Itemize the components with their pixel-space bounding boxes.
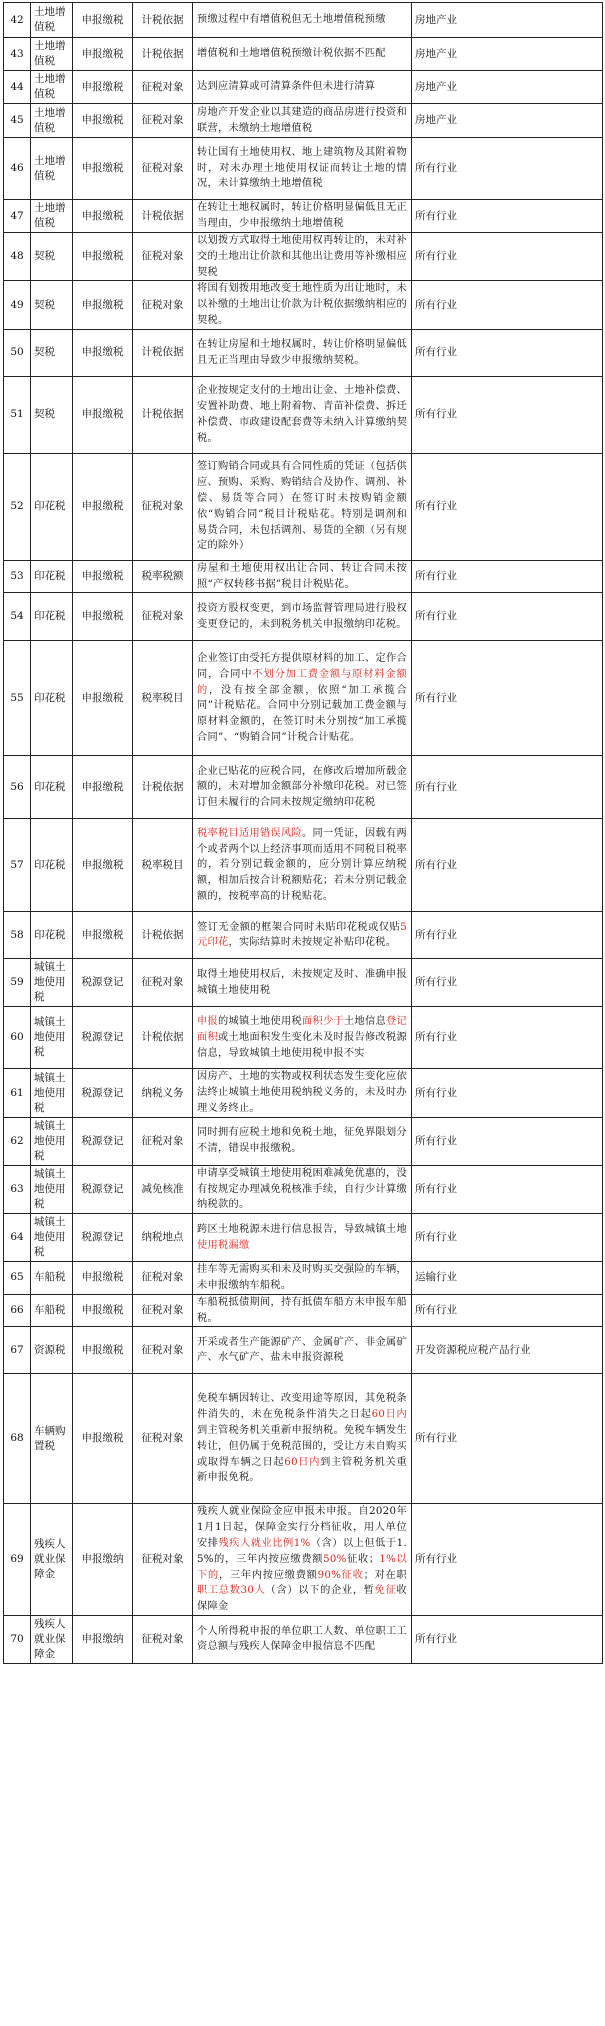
description-text: 到主管税务机关重新申报免税。	[197, 1456, 407, 1484]
risk-category-cell: 征税对象	[133, 138, 193, 200]
highlighted-text: 1%以下的	[197, 1553, 407, 1581]
risk-category-cell: 计税依据	[133, 376, 193, 453]
description-text: 以划拨方式取得土地使用权再转让的，未对补交的土地出让价款和其他出让费用等补缴相应契税	[197, 235, 407, 278]
description-text: 房屋和土地使用权出让合同、转让合同未按照“产权转移书据”税目计税贴花。	[197, 562, 407, 590]
risk-description-cell	[193, 1327, 412, 1374]
risk-description-cell	[193, 233, 412, 281]
description-text: 在转让土地权属时，转让价格明显偏低且无正当理由，少申报缴纳土地增值税	[197, 202, 407, 229]
industry-cell: 所有行业	[412, 756, 603, 819]
description-text: 。同一凭证，因载有两个或者两个以上经济事项而适用不同税目税率的，若分别记载金额的，应分别计算应纳税额，相加后按合计税额贴花；若未分别记载金额的，按税率高的计税贴花。	[197, 827, 408, 903]
risk-category-cell: 征税对象	[133, 453, 193, 560]
description-text: 到主管税务机关重新申报纳税。免税车辆发生转让，但仍属于免税范围的，受让方未自购买或取得车辆之日起	[197, 1425, 407, 1468]
row-number-cell: 42	[4, 3, 31, 38]
description-text: 挂车等无需购买和未及时购买交强险的车辆，未申报缴纳车船税。	[197, 1264, 407, 1291]
risk-description-cell	[193, 959, 412, 1007]
description-text: 签订无金额的框架合同时未贴印花税或仅贴	[197, 921, 401, 933]
industry-cell: 所有行业	[412, 1615, 603, 1663]
stage-cell: 税源登记	[73, 959, 133, 1007]
risk-description-cell	[193, 329, 412, 376]
table-row	[4, 138, 603, 200]
row-number-cell: 60	[4, 1007, 31, 1069]
risk-description-cell	[193, 281, 412, 329]
row-number-cell: 44	[4, 71, 31, 104]
industry-cell: 所有行业	[412, 233, 603, 281]
tax-type-cell: 契税	[31, 376, 73, 453]
stage-cell: 申报缴税	[73, 200, 133, 233]
stage-cell: 申报缴税	[73, 281, 133, 329]
description-text: 达到应清算或可清算条件但未进行清算	[197, 81, 376, 93]
industry-cell: 所有行业	[412, 560, 603, 593]
industry-cell: 所有行业	[412, 1374, 603, 1504]
risk-category-cell: 征税对象	[133, 1294, 193, 1327]
description-text: 预缴过程中有增值税但无土地增值税预缴	[197, 14, 386, 26]
row-number-cell: 49	[4, 281, 31, 329]
industry-cell: 所有行业	[412, 329, 603, 376]
description-text: （含）以上但低于1.5%的，三年内按应缴费额	[197, 1537, 407, 1565]
table-row	[4, 281, 603, 329]
tax-type-cell: 土地增值税	[31, 200, 73, 233]
description-text: 签订购销合同或具有合同性质的凭证（包括供应、预购、采购、购销结合及协作、调剂、补偿、易货等合同）在签订时未按购销金额依“购销合同”税目计税贴花。特别是调剂和易货合同，未包括调剂、易货的全额（另有规定的除外）	[197, 461, 407, 552]
risk-category-cell: 计税依据	[133, 200, 193, 233]
tax-type-cell: 残疾人就业保障金	[31, 1504, 73, 1616]
stage-cell: 申报缴税	[73, 1374, 133, 1504]
description-text: 免税车辆因转让、改变用途等原因，其免税条件消失的，未在免税条件消失之日起	[197, 1393, 407, 1421]
risk-category-cell: 征税对象	[133, 1504, 193, 1616]
description-text: 残疾人就业保险金应申报未申报。自2020年1月1日起，保障金实行分档征收，用人单位安排	[197, 1506, 407, 1549]
tax-type-cell: 城镇土地使用税	[31, 1117, 73, 1165]
row-number-cell: 58	[4, 912, 31, 959]
description-text: 个人所得税申报的单位职工人数、单位职工工资总额与残疾人保障金申报信息不匹配	[197, 1625, 407, 1653]
industry-cell: 所有行业	[412, 1117, 603, 1165]
description-text: 增值税和土地增值税预缴计税依据不匹配	[197, 48, 386, 60]
highlighted-text: 职工总数30人	[197, 1585, 266, 1597]
industry-cell: 房地产业	[412, 104, 603, 138]
row-number-cell: 61	[4, 1069, 31, 1117]
tax-type-cell: 城镇土地使用税	[31, 1069, 73, 1117]
row-number-cell: 59	[4, 959, 31, 1007]
stage-cell: 申报缴税	[73, 593, 133, 641]
tax-type-cell: 车船税	[31, 1294, 73, 1327]
tax-type-cell: 城镇土地使用税	[31, 959, 73, 1007]
risk-description-cell	[193, 756, 412, 819]
risk-category-cell: 征税对象	[133, 1262, 193, 1295]
table-row	[4, 641, 603, 756]
risk-description-cell	[193, 376, 412, 453]
stage-cell: 申报缴税	[73, 453, 133, 560]
stage-cell: 申报缴税	[73, 3, 133, 38]
risk-category-cell: 计税依据	[133, 756, 193, 819]
row-number-cell: 65	[4, 1262, 31, 1295]
risk-category-cell: 征税对象	[133, 281, 193, 329]
risk-category-cell: 征税对象	[133, 233, 193, 281]
stage-cell: 申报缴纳	[73, 1615, 133, 1663]
risk-category-cell: 纳税义务	[133, 1069, 193, 1117]
row-number-cell: 67	[4, 1327, 31, 1374]
industry-cell: 所有行业	[412, 1504, 603, 1616]
table-row	[4, 1165, 603, 1213]
industry-cell: 开发资源税应税产品行业	[412, 1327, 603, 1374]
description-text: 房地产开发企业以其建造的商品房进行投资和联营，未缴纳土地增值税	[197, 106, 407, 134]
stage-cell: 申报缴税	[73, 104, 133, 138]
table-row	[4, 1374, 603, 1504]
tax-type-cell: 契税	[31, 329, 73, 376]
tax-type-cell: 印花税	[31, 641, 73, 756]
risk-category-cell: 征税对象	[133, 71, 193, 104]
risk-category-cell: 征税对象	[133, 1374, 193, 1504]
industry-cell: 运输行业	[412, 1262, 603, 1295]
table-row	[4, 329, 603, 376]
description-text: 企业签订由受托方提供原材料的加工、定作合同，合同中	[197, 652, 407, 680]
highlighted-text: 登记面积	[197, 1016, 407, 1043]
tax-type-cell: 土地增值税	[31, 71, 73, 104]
tax-type-cell: 印花税	[31, 593, 73, 641]
risk-description-cell	[193, 1069, 412, 1117]
industry-cell: 所有行业	[412, 200, 603, 233]
table-row	[4, 912, 603, 959]
table-row	[4, 3, 603, 38]
stage-cell: 申报缴纳	[73, 1504, 133, 1616]
stage-cell: 申报缴税	[73, 329, 133, 376]
risk-category-cell: 计税依据	[133, 912, 193, 959]
tax-type-cell: 土地增值税	[31, 138, 73, 200]
stage-cell: 申报缴税	[73, 819, 133, 912]
risk-category-cell: 纳税地点	[133, 1214, 193, 1262]
table-row	[4, 1615, 603, 1663]
row-number-cell: 54	[4, 593, 31, 641]
description-text: ，三年内按应缴费额	[218, 1569, 318, 1581]
industry-cell: 所有行业	[412, 593, 603, 641]
row-number-cell: 50	[4, 329, 31, 376]
risk-description-cell	[193, 912, 412, 959]
risk-category-cell: 税率税目	[133, 819, 193, 912]
risk-description-cell	[193, 71, 412, 104]
table-row	[4, 1504, 603, 1616]
tax-type-cell: 残疾人就业保障金	[31, 1615, 73, 1663]
table-row	[4, 756, 603, 819]
highlighted-text: 税率税目适用错误风险	[197, 827, 303, 839]
risk-description-cell	[193, 1117, 412, 1165]
industry-cell: 所有行业	[412, 1069, 603, 1117]
highlighted-text: 免征	[374, 1585, 397, 1597]
description-text: 将国有划拨用地改变土地性质为出让地时，未以补缴的土地出让价款为计税依据缴纳相应的契税。	[197, 283, 407, 326]
risk-description-cell	[193, 1615, 412, 1663]
risk-description-cell	[193, 1262, 412, 1295]
description-text: ，实际结算时未按规定补贴印花税。	[228, 937, 397, 949]
risk-description-cell	[193, 38, 412, 71]
table-row	[4, 1294, 603, 1327]
tax-type-cell: 土地增值税	[31, 38, 73, 71]
table-row	[4, 1262, 603, 1295]
row-number-cell: 64	[4, 1214, 31, 1262]
description-text: 申请享受城镇土地使用税困难减免优惠的，没有按规定办理减免税核准手续，自行少计算缴纳税款的。	[197, 1167, 407, 1211]
tax-type-cell: 印花税	[31, 756, 73, 819]
stage-cell: 税源登记	[73, 1069, 133, 1117]
stage-cell: 申报缴税	[73, 560, 133, 593]
tax-type-cell: 城镇土地使用税	[31, 1165, 73, 1213]
table-row	[4, 593, 603, 641]
stage-cell: 申报缴税	[73, 38, 133, 71]
industry-cell: 所有行业	[412, 138, 603, 200]
description-text: ；对在职	[363, 1569, 407, 1581]
row-number-cell: 70	[4, 1615, 31, 1663]
row-number-cell: 63	[4, 1165, 31, 1213]
table-row	[4, 819, 603, 912]
risk-description-cell	[193, 104, 412, 138]
risk-description-cell	[193, 641, 412, 756]
highlighted-text: 残疾人就业比例1%	[218, 1537, 311, 1549]
highlighted-text: 5元印花	[197, 921, 407, 949]
highlighted-text: 50%	[323, 1553, 347, 1565]
table-row	[4, 38, 603, 71]
highlighted-text: 90%征收	[317, 1569, 364, 1581]
industry-cell: 房地产业	[412, 71, 603, 104]
description-text: 因房产、土地的实物或权利状态发生变化应依法终止城镇土地使用税纳税义务的，未及时办理义务终止。	[197, 1071, 407, 1114]
industry-cell: 所有行业	[412, 281, 603, 329]
row-number-cell: 46	[4, 138, 31, 200]
stage-cell: 申报缴税	[73, 233, 133, 281]
table-row	[4, 104, 603, 138]
row-number-cell: 66	[4, 1294, 31, 1327]
description-text: 转让国有土地使用权、地上建筑物及其附着物时，对未办理土地使用权证而转让土地的情况，未计算缴纳土地增值税	[197, 146, 407, 190]
table-row	[4, 1214, 603, 1262]
stage-cell: 申报缴税	[73, 1262, 133, 1295]
description-text: 在转让房屋和土地权属时，转让价格明显偏低且无正当理由导致少申报缴纳契税。	[197, 338, 407, 366]
description-text: 企业已贴花的应税合同，在修改后增加所载金额的，未对增加金额部分补缴印花税。对已签订但未履行的合同未按规定缴纳印花税	[197, 765, 407, 809]
row-number-cell: 62	[4, 1117, 31, 1165]
description-text: 取得土地使用权后，未按规定及时、准确申报城镇土地使用税	[197, 969, 407, 996]
risk-category-cell: 征税对象	[133, 1327, 193, 1374]
table-row	[4, 200, 603, 233]
risk-category-cell: 税率税额	[133, 560, 193, 593]
description-text: 土地信息	[344, 1016, 386, 1028]
industry-cell: 所有行业	[412, 1007, 603, 1069]
risk-description-cell	[193, 1504, 412, 1616]
tax-type-cell: 契税	[31, 233, 73, 281]
tax-type-cell: 土地增值税	[31, 104, 73, 138]
risk-category-cell: 计税依据	[133, 1007, 193, 1069]
stage-cell: 税源登记	[73, 1165, 133, 1213]
industry-cell: 所有行业	[412, 819, 603, 912]
row-number-cell: 56	[4, 756, 31, 819]
risk-description-cell	[193, 1007, 412, 1069]
risk-category-cell: 税率税目	[133, 641, 193, 756]
tax-type-cell: 印花税	[31, 912, 73, 959]
risk-description-cell	[193, 1374, 412, 1504]
risk-description-cell	[193, 1294, 412, 1327]
tax-type-cell: 车辆购置税	[31, 1374, 73, 1504]
description-text: 车船税抵债期间，持有抵债车船方未申报车船税。	[197, 1296, 407, 1324]
industry-cell: 房地产业	[412, 3, 603, 38]
highlighted-text: 申报	[197, 1016, 218, 1028]
risk-description-cell	[193, 819, 412, 912]
tax-type-cell: 车船税	[31, 1262, 73, 1295]
description-text: （含）以下的企业，暂	[265, 1585, 375, 1597]
row-number-cell: 43	[4, 38, 31, 71]
row-number-cell: 57	[4, 819, 31, 912]
row-number-cell: 69	[4, 1504, 31, 1616]
highlighted-text: 60日内	[371, 1409, 407, 1421]
row-number-cell: 52	[4, 453, 31, 560]
industry-cell: 所有行业	[412, 1294, 603, 1327]
table-row	[4, 453, 603, 560]
risk-description-cell	[193, 1214, 412, 1262]
table-row	[4, 1117, 603, 1165]
description-text: 收保障金	[197, 1585, 407, 1613]
table-row	[4, 233, 603, 281]
risk-category-cell: 征税对象	[133, 593, 193, 641]
table-row	[4, 1007, 603, 1069]
stage-cell: 税源登记	[73, 1214, 133, 1262]
highlighted-text: 60日内	[284, 1456, 321, 1468]
tax-type-cell: 印花税	[31, 819, 73, 912]
risk-category-cell: 征税对象	[133, 1615, 193, 1663]
risk-table-sheet	[3, 2, 602, 1664]
row-number-cell: 55	[4, 641, 31, 756]
industry-cell: 所有行业	[412, 1165, 603, 1213]
risk-category-cell: 征税对象	[133, 1117, 193, 1165]
stage-cell: 申报缴税	[73, 138, 133, 200]
highlighted-text: 使用税漏缴	[197, 1239, 250, 1251]
stage-cell: 申报缴税	[73, 912, 133, 959]
stage-cell: 申报缴税	[73, 641, 133, 756]
stage-cell: 申报缴税	[73, 71, 133, 104]
risk-category-cell: 计税依据	[133, 3, 193, 38]
table-row	[4, 560, 603, 593]
industry-cell: 房地产业	[412, 38, 603, 71]
row-number-cell: 53	[4, 560, 31, 593]
industry-cell: 所有行业	[412, 641, 603, 756]
industry-cell: 所有行业	[412, 1214, 603, 1262]
risk-description-cell	[193, 453, 412, 560]
risk-category-cell: 征税对象	[133, 959, 193, 1007]
table-row	[4, 71, 603, 104]
risk-category-cell: 计税依据	[133, 329, 193, 376]
description-text: 企业按规定支付的土地出让金、土地补偿费、安置补助费、地上附着物、青苗补偿费、拆迁补偿费、市政建设配套费等未纳入计算缴纳契税。	[197, 385, 407, 444]
row-number-cell: 47	[4, 200, 31, 233]
description-text: 或土地面积发生变化未及时报告修改税源信息，导致城镇土地使用税申报不实	[197, 1031, 407, 1059]
tax-risk-table	[3, 2, 603, 1664]
row-number-cell: 48	[4, 233, 31, 281]
risk-category-cell: 减免核准	[133, 1165, 193, 1213]
description-text: ，没有按全部金额，依照“加工承揽合同”计税贴花。合同中分别记载加工费金额与原材料金额的，在签订时未分别按“加工承揽合同”、“购销合同”计税合计贴花。	[197, 684, 407, 743]
tax-type-cell: 印花税	[31, 453, 73, 560]
risk-description-cell	[193, 3, 412, 38]
industry-cell: 所有行业	[412, 376, 603, 453]
highlighted-text: 面积少于	[302, 1016, 344, 1028]
description-text: 同时拥有应税土地和免税土地，征免界限划分不清，错误申报缴税。	[197, 1127, 407, 1155]
stage-cell: 税源登记	[73, 1007, 133, 1069]
row-number-cell: 45	[4, 104, 31, 138]
table-body	[4, 3, 603, 1664]
stage-cell: 申报缴税	[73, 1294, 133, 1327]
industry-cell: 所有行业	[412, 912, 603, 959]
stage-cell: 申报缴税	[73, 376, 133, 453]
tax-type-cell: 契税	[31, 281, 73, 329]
risk-category-cell: 计税依据	[133, 38, 193, 71]
row-number-cell: 68	[4, 1374, 31, 1504]
table-row	[4, 1327, 603, 1374]
stage-cell: 税源登记	[73, 1117, 133, 1165]
risk-description-cell	[193, 593, 412, 641]
description-text: 的城镇土地使用税	[218, 1016, 302, 1028]
risk-category-cell: 征税对象	[133, 104, 193, 138]
highlighted-text: 不划分加工费金额与原材料金额的	[197, 668, 407, 696]
tax-type-cell: 城镇土地使用税	[31, 1007, 73, 1069]
description-text: 开采或者生产能源矿产、金属矿产、非金属矿产、水气矿产、盐未申报资源税	[197, 1336, 407, 1364]
risk-description-cell	[193, 138, 412, 200]
industry-cell: 所有行业	[412, 453, 603, 560]
tax-type-cell: 土地增值税	[31, 3, 73, 38]
table-row	[4, 959, 603, 1007]
tax-type-cell: 印花税	[31, 560, 73, 593]
tax-type-cell: 资源税	[31, 1327, 73, 1374]
description-text: 投资方股权变更，到市场监督管理局进行股权变更登记的，未到税务机关申报缴纳印花税。	[197, 603, 407, 630]
table-row	[4, 376, 603, 453]
risk-description-cell	[193, 200, 412, 233]
stage-cell: 申报缴税	[73, 756, 133, 819]
industry-cell: 所有行业	[412, 959, 603, 1007]
description-text: 跨区土地税源未进行信息报告，导致城镇土地	[197, 1223, 407, 1235]
row-number-cell: 51	[4, 376, 31, 453]
tax-type-cell: 城镇土地使用税	[31, 1214, 73, 1262]
stage-cell: 申报缴税	[73, 1327, 133, 1374]
risk-description-cell	[193, 560, 412, 593]
risk-description-cell	[193, 1165, 412, 1213]
description-text: 征收；	[346, 1553, 380, 1565]
table-row	[4, 1069, 603, 1117]
